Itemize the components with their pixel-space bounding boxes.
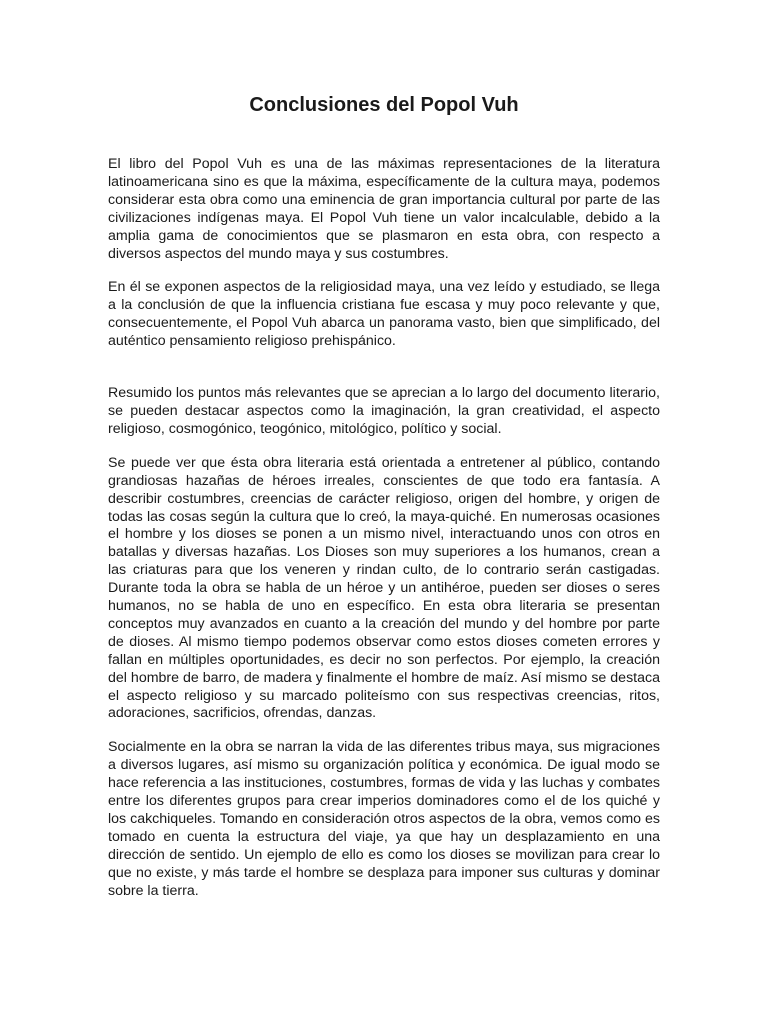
document-page — [108, 92, 660, 917]
page-title: Conclusiones del Popol Vuh — [249, 94, 519, 116]
paragraph-literary-work: Se puede ver que ésta obra literaria está orientada a entretener al público, contando grandiosas hazañas de héroes irreales, conscientes de que todo era fantasía. A describir costumbres, creencias de carácter religioso, origen del hombre, y origen de todas las cosas según la cultura que lo creó, la maya-quiché. En numerosas ocasiones el hombre y los dioses se ponen a un mismo nivel, interactuando unos con otros en batallas y diversas hazañas. Los Dioses son muy superiores a los humanos, crean a las criaturas para que los veneren y rindan culto, de lo contrario serán castigadas. Durante toda la obra se habla de un héroe y un antihéroe, pueden ser dioses o seres humanos, no se habla de uno en específico. En esta obra literaria se presentan conceptos muy avanzados en cuanto a la creación del mundo y del hombre por parte de dioses. Al mismo tiempo podemos observar como estos dioses cometen errores y fallan en múltiples oportunidades, es decir no son perfectos. Por ejemplo, la creación del hombre de barro, de madera y finalmente el hombre de maíz. Así mismo se destaca el aspecto religioso y su marcado politeísmo con sus respectivas creencias, ritos, adoraciones, sacrificios, ofrendas, danzas. — [108, 454, 660, 722]
paragraph-summary: Resumido los puntos más relevantes que se aprecian a lo largo del documento literario, se pueden destacar aspectos como la imaginación, la gran creatividad, el aspecto religioso, cosmogónico, teogónico, mitológico, político y social. — [108, 385, 660, 437]
paragraph-social: Socialmente en la obra se narran la vida de las diferentes tribus maya, sus migraciones a diversos lugares, así mismo su organización política y económica. De igual modo se hace referencia a las instituciones, costumbres, formas de vida y las luchas y combates entre los diferentes grupos para crear imperios dominadores como el de los quiché y los cakchiqueles. Tomando en consideración otros aspectos de la obra, vemos como es tomado en cuenta la estructura del viaje, ya que hay un desplazamiento en una dirección de sentido. Un ejemplo de ello es como los dioses se movilizan para crear lo que no existe, y más tarde el hombre se desplaza para imponer sus culturas y dominar sobre la tierra. — [108, 739, 660, 899]
paragraph-religiosity: En él se exponen aspectos de la religiosidad maya, una vez leído y estudiado, se llega a la conclusión de que la influencia cristiana fue escasa y muy poco relevante y que, consecuentemente, el Popol Vuh abarca un panorama vasto, bien que simplificado, del auténtico pensamiento religioso prehispánico. — [108, 279, 660, 350]
paragraph-intro: El libro del Popol Vuh es una de las máximas representaciones de la literatura latinoamericana sino es que la máxima, específicamente de la cultura maya, podemos considerar esta obra como una eminencia de gran importancia cultural por parte de las civilizaciones indígenas maya. El Popol Vuh tiene un valor incalculable, debido a la amplia gama de conocimientos que se plasmaron en esta obra, con respecto a diversos aspectos del mundo maya y sus costumbres. — [108, 156, 660, 262]
